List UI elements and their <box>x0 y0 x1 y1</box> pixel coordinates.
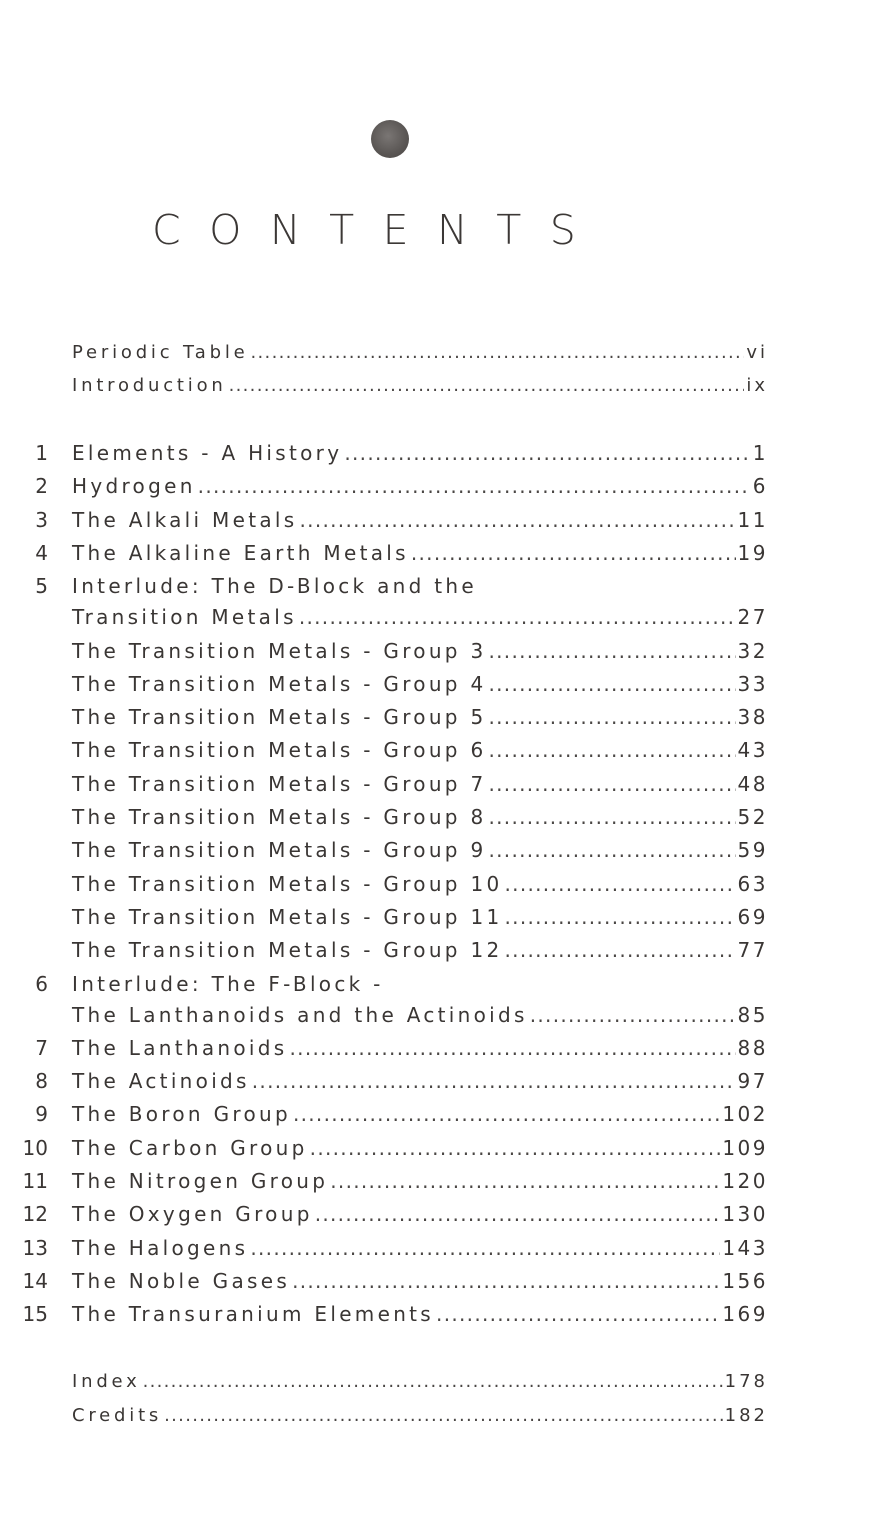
toc-entry-title: The Lanthanoids <box>72 1035 288 1060</box>
decorative-dot <box>371 120 409 158</box>
toc-entry-page: 33 <box>737 671 768 696</box>
chapter-number: 1 <box>35 441 48 465</box>
dot-leader <box>299 601 736 633</box>
toc-chapter-item[interactable] <box>0 1232 882 1264</box>
toc-entry-row <box>72 537 768 569</box>
toc-entry-title: The Transuranium Elements <box>72 1302 435 1327</box>
toc-entry-row <box>72 370 768 402</box>
toc-entry-row <box>72 934 768 966</box>
toc-subentry-item[interactable] <box>0 901 882 933</box>
toc-entry-title: The Transition Metals - Group 5 <box>72 705 487 730</box>
toc-entry-row <box>72 1232 768 1264</box>
toc-entry-page: vi <box>746 342 768 363</box>
toc-entry-page: 19 <box>737 540 768 565</box>
dot-leader <box>488 701 735 733</box>
toc-entry-title: The Transition Metals - Group 10 <box>72 871 503 896</box>
toc-entry-row <box>72 1400 768 1432</box>
dot-leader <box>292 1265 720 1297</box>
toc-entry-page: 32 <box>737 638 768 663</box>
toc-entry-row <box>72 999 768 1031</box>
dot-leader <box>300 504 736 536</box>
toc-entry-page: 102 <box>722 1102 768 1127</box>
toc-entry-page: 59 <box>737 838 768 863</box>
toc-entry-row <box>72 1298 768 1330</box>
toc-entry-row <box>72 1065 768 1097</box>
toc-entry-title: The Alkali Metals <box>72 507 298 532</box>
toc-entry-row <box>72 1366 768 1398</box>
toc-entry-title: The Noble Gases <box>72 1268 291 1293</box>
dot-leader <box>530 999 736 1031</box>
toc-entry-row <box>72 1198 768 1230</box>
toc-entry-page: 63 <box>737 871 768 896</box>
dot-leader <box>488 635 735 667</box>
toc-entry-title: The Lanthanoids and the Actinoids <box>72 1002 528 1027</box>
toc-chapter-item[interactable] <box>0 470 882 502</box>
dot-leader <box>505 901 736 933</box>
toc-entry-page: 182 <box>724 1405 768 1426</box>
toc-chapter-heading-line[interactable] <box>0 968 882 1000</box>
toc-entry-title: Credits <box>72 1405 163 1426</box>
dot-leader <box>251 337 745 369</box>
chapter-number: 7 <box>35 1035 48 1060</box>
toc-entry-page: 69 <box>737 904 768 929</box>
toc-chapter-item[interactable] <box>0 999 882 1031</box>
toc-entry-page: 120 <box>722 1169 768 1193</box>
chapter-number: 11 <box>22 1169 48 1193</box>
dot-leader <box>330 1165 720 1197</box>
dot-leader <box>411 537 736 569</box>
dot-leader <box>310 1132 721 1164</box>
toc-entry-title: Index <box>72 1371 141 1392</box>
chapter-number: 2 <box>35 474 48 499</box>
chapter-number: 3 <box>35 507 48 532</box>
toc-back-matter-item[interactable] <box>0 1400 882 1432</box>
toc-entry-title: Hydrogen <box>72 474 196 499</box>
toc-subentry-item[interactable] <box>0 734 882 766</box>
toc-chapter-item[interactable] <box>0 437 882 469</box>
toc-entry-row <box>72 1132 768 1164</box>
toc-chapter-item[interactable] <box>0 1265 882 1297</box>
toc-subentry-item[interactable] <box>0 868 882 900</box>
toc-back-matter-item[interactable] <box>0 1366 882 1398</box>
toc-entry-title: The Alkaline Earth Metals <box>72 540 409 565</box>
toc-entry-row <box>72 437 768 469</box>
toc-entry-page: 178 <box>724 1371 768 1392</box>
toc-entry-title: The Transition Metals - Group 6 <box>72 738 487 763</box>
toc-front-matter-item[interactable] <box>0 337 882 369</box>
dot-leader <box>488 834 735 866</box>
chapter-number: 9 <box>35 1102 48 1127</box>
chapter-number: 12 <box>22 1202 48 1227</box>
toc-entry-row <box>72 834 768 866</box>
toc-entry-title: The Oxygen Group <box>72 1202 313 1227</box>
toc-entry-page: ix <box>746 375 768 396</box>
toc-entry-title: The Transition Metals - Group 11 <box>72 904 503 929</box>
toc-chapter-item[interactable] <box>0 601 882 633</box>
toc-chapter-item[interactable] <box>0 1132 882 1164</box>
toc-entry-title: The Transition Metals - Group 4 <box>72 671 487 696</box>
dot-leader <box>164 1400 723 1432</box>
toc-chapter-heading-line[interactable] <box>0 570 882 602</box>
toc-entry-title: The Nitrogen Group <box>72 1169 329 1193</box>
toc-entry-page: 43 <box>737 738 768 763</box>
toc-entry-page: 156 <box>722 1268 768 1293</box>
dot-leader <box>488 668 735 700</box>
toc-chapter-item[interactable] <box>0 1198 882 1230</box>
toc-entry-row <box>72 1098 768 1130</box>
toc-entry-row <box>72 701 768 733</box>
chapter-number: 5 <box>35 574 48 599</box>
toc-entry-title: The Transition Metals - Group 3 <box>72 638 487 663</box>
dot-leader <box>436 1298 720 1330</box>
toc-entry-row <box>72 868 768 900</box>
dot-leader <box>505 934 736 966</box>
toc-entry-row <box>72 1032 768 1064</box>
toc-entry-row <box>72 768 768 800</box>
toc-subentry-item[interactable] <box>0 934 882 966</box>
toc-subentry-item[interactable] <box>0 801 882 833</box>
chapter-number: 10 <box>22 1135 48 1160</box>
dot-leader <box>488 734 735 766</box>
toc-entry-page: 38 <box>737 705 768 730</box>
toc-entry-row <box>72 337 768 369</box>
dot-leader <box>505 868 736 900</box>
chapter-number: 13 <box>22 1235 48 1260</box>
toc-entry-page: 130 <box>722 1202 768 1227</box>
toc-entry-page: 85 <box>737 1002 768 1027</box>
toc-entry-page: 27 <box>737 605 768 630</box>
dot-leader <box>250 1232 720 1264</box>
chapter-number: 8 <box>35 1069 48 1094</box>
toc-front-matter-item[interactable] <box>0 370 882 402</box>
toc-chapter-item[interactable] <box>0 1032 882 1064</box>
toc-entry-row <box>72 801 768 833</box>
toc-entry-title: The Transition Metals - Group 8 <box>72 805 487 829</box>
toc-subentry-item[interactable] <box>0 668 882 700</box>
toc-entry-row <box>72 470 768 502</box>
toc-subentry-item[interactable] <box>0 701 882 733</box>
toc-entry-page: 77 <box>737 938 768 963</box>
toc-entry-title-line1: Interlude: The F-Block - <box>72 971 384 996</box>
toc-entry-title: The Transition Metals - Group 12 <box>72 938 503 963</box>
dot-leader <box>143 1366 723 1398</box>
dot-leader <box>229 370 745 402</box>
chapter-number: 14 <box>22 1268 48 1293</box>
toc-entry-page: 48 <box>737 771 768 796</box>
toc-entry-row <box>72 668 768 700</box>
toc-subentry-item[interactable] <box>0 635 882 667</box>
dot-leader <box>344 437 750 469</box>
dot-leader <box>290 1032 736 1064</box>
toc-entry-title: The Transition Metals - Group 9 <box>72 838 487 863</box>
chapter-number: 15 <box>22 1302 48 1327</box>
toc-entry-page: 11 <box>737 507 768 532</box>
toc-entry-row <box>72 901 768 933</box>
dot-leader <box>198 470 751 502</box>
toc-entry-title: Introduction <box>72 375 227 396</box>
toc-entry-page: 97 <box>737 1069 768 1094</box>
toc-entry-page: 143 <box>722 1235 768 1260</box>
toc-entry-title-line1: Interlude: The D-Block and the <box>72 574 477 599</box>
toc-entry-title: The Actinoids <box>72 1069 250 1094</box>
toc-chapter-item[interactable] <box>0 504 882 536</box>
toc-entry-row <box>72 1165 768 1197</box>
toc-chapter-item[interactable] <box>0 1298 882 1330</box>
toc-entry-title: Periodic Table <box>72 342 249 363</box>
toc-subentry-item[interactable] <box>0 768 882 800</box>
dot-leader <box>315 1198 721 1230</box>
toc-chapter-item[interactable] <box>0 1165 882 1197</box>
dot-leader <box>488 801 735 833</box>
toc-entry-title: The Carbon Group <box>72 1135 308 1160</box>
toc-entry-title: The Transition Metals - Group 7 <box>72 771 487 796</box>
toc-entry-row <box>72 1265 768 1297</box>
toc-chapter-item[interactable] <box>0 1065 882 1097</box>
toc-entry-row <box>72 504 768 536</box>
toc-entry-title: The Boron Group <box>72 1102 291 1127</box>
toc-entry-page: 169 <box>722 1302 768 1327</box>
toc-entry-row <box>72 635 768 667</box>
toc-entry-page: 109 <box>722 1135 768 1160</box>
toc-entry-title: Elements - A History <box>72 441 343 465</box>
page-title: CONTENTS <box>152 206 605 254</box>
toc-entry-page: 1 <box>752 441 768 465</box>
toc-chapter-item[interactable] <box>0 537 882 569</box>
toc-entry-row <box>72 601 768 633</box>
toc-chapter-item[interactable] <box>0 1098 882 1130</box>
toc-entry-row <box>72 734 768 766</box>
toc-entry-title: Transition Metals <box>72 605 297 630</box>
toc-entry-page: 6 <box>752 474 768 499</box>
dot-leader <box>488 768 735 800</box>
chapter-number: 6 <box>35 971 48 996</box>
dot-leader <box>252 1065 736 1097</box>
toc-entry-page: 52 <box>737 805 768 829</box>
toc-entry-page: 88 <box>737 1035 768 1060</box>
toc-entry-title: The Halogens <box>72 1235 249 1260</box>
toc-subentry-item[interactable] <box>0 834 882 866</box>
dot-leader <box>293 1098 720 1130</box>
chapter-number: 4 <box>35 540 48 565</box>
